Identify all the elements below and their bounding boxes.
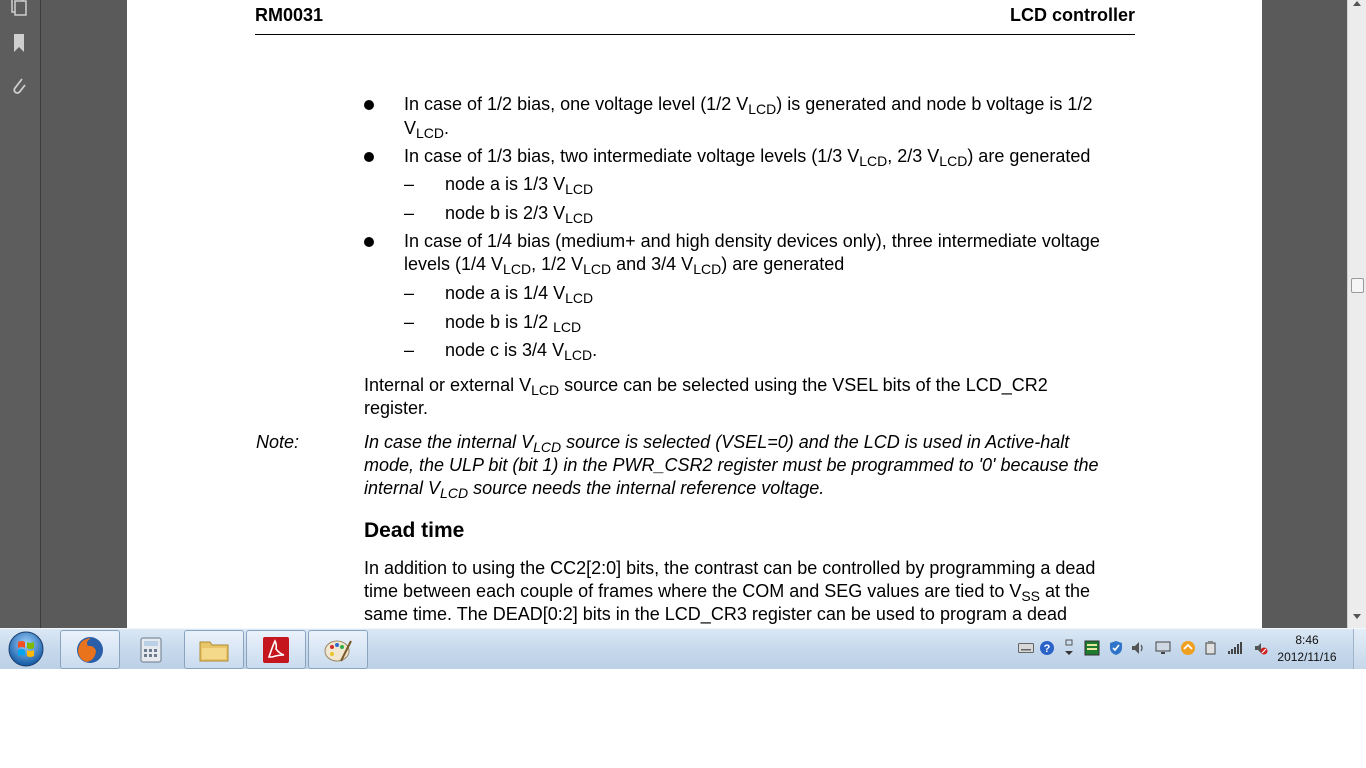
bullet-icon: [364, 100, 374, 110]
taskbar-paint-button[interactable]: [308, 630, 368, 669]
document-canvas[interactable]: [41, 0, 1348, 628]
network-signal-icon[interactable]: [1226, 639, 1244, 657]
header-section-title: LCD controller: [1009, 5, 1135, 25]
taskbar-adobe-reader-button[interactable]: [246, 630, 306, 669]
sub-item-node-a-third: node a is 1/3 $V_{LCD}$: [445, 174, 594, 197]
paragraph-dead-time-line-1: In addition to using the CC2[2:0] bits, the contrast can be controlled by programming a dead: [364, 558, 1096, 578]
clock-date: 2012/11/16: [1277, 650, 1337, 664]
note-line-2: mode, the ULP bit (bit 1) in the PWR_CSR2 register must be programmed to '0' because the: [364, 455, 1099, 475]
attachment-icon[interactable]: [8, 74, 30, 98]
taskbar: [0, 628, 1366, 669]
windows-orb-icon: [7, 630, 45, 668]
taskbar-calculator-button[interactable]: [121, 630, 181, 669]
keyboard-icon[interactable]: [1017, 639, 1035, 657]
dash-marker: –: [404, 340, 415, 360]
firefox-icon: [74, 634, 106, 666]
bookmark-icon[interactable]: [8, 31, 30, 55]
note-line-3: internal $V_{LCD}$ source needs the internal reference voltage.: [364, 478, 825, 501]
paragraph-vsel-line-2: register.: [364, 398, 429, 418]
note-line-1: In case the internal $V_{LCD}$ source is selected (VSEL=0) and the LCD is used in Active-halt: [364, 432, 1070, 455]
bullet-2-line-1: In case of 1/3 bias, two intermediate voltage levels (1/3 $V_{LCD}$, 2/3 $V_{LCD}$) are generated: [404, 146, 1091, 169]
scroll-thumb[interactable]: [1351, 278, 1364, 293]
sub-item-node-b-half: node b is 1/2 $_{LCD}$: [445, 312, 582, 335]
sub-item-node-c: node c is 3/4 $V_{LCD}$.: [445, 340, 598, 363]
paragraph-dead-time-line-2: time between each couple of frames where the COM and SEG values are tied to $V_{SS}$ at the: [364, 581, 1091, 604]
sub-item-node-a-quarter: node a is 1/4 $V_{LCD}$: [445, 283, 594, 306]
bullet-1-line-1: In case of 1/2 bias, one voltage level (1/2 $V_{LCD}$) is generated and node b voltage is 1/2: [404, 94, 1093, 117]
dash-marker: –: [404, 283, 415, 303]
bullet-icon: [364, 152, 374, 162]
header-rule: [255, 34, 1135, 35]
app-tray-icon[interactable]: [1083, 639, 1101, 657]
clock-time: 8:46: [1295, 633, 1319, 647]
section-heading-dead-time: Dead time: [364, 519, 465, 542]
dash-marker: –: [404, 312, 415, 332]
note-label: Note:: [256, 432, 300, 452]
navigation-pane: [0, 0, 41, 628]
scroll-up-icon[interactable]: [1351, 0, 1363, 10]
paragraph-vsel-line-1: Internal or external $V_{LCD}$ source can be selected using the VSEL bits of the LCD_CR2: [364, 375, 1048, 398]
taskbar-explorer-button[interactable]: [184, 630, 244, 669]
start-button[interactable]: [4, 630, 48, 668]
adobe-reader-icon: [261, 635, 291, 665]
svg-text:?: ?: [1043, 643, 1051, 655]
bullet-1-line-2: $V_{LCD}$.: [404, 118, 450, 141]
bullet-icon: [364, 237, 374, 247]
dash-marker: –: [404, 174, 415, 194]
vertical-scrollbar[interactable]: [1347, 0, 1366, 628]
volume-icon[interactable]: [1129, 639, 1147, 657]
header-doc-id: RM0031: [255, 5, 324, 25]
paint-palette-icon: [323, 635, 353, 665]
usb-device-icon[interactable]: [1202, 639, 1220, 657]
display-icon[interactable]: [1154, 639, 1172, 657]
sub-item-node-b-third: node b is 2/3 $V_{LCD}$: [445, 203, 594, 226]
dash-marker: –: [404, 203, 415, 223]
paragraph-dead-time-line-3: same time. The DEAD[0:2] bits in the LCD_CR3 register can be used to program a dead: [364, 604, 1068, 624]
pdf-page: [127, 0, 1262, 628]
taskbar-firefox-button[interactable]: [60, 630, 120, 669]
clock[interactable]: [1268, 632, 1346, 666]
calculator-icon: [138, 636, 164, 664]
show-hidden-icons-icon[interactable]: [1060, 639, 1078, 657]
folder-icon: [198, 636, 230, 664]
update-icon[interactable]: [1179, 639, 1197, 657]
bullet-3-line-1: In case of 1/4 bias (medium+ and high density devices only), three intermediate voltage: [404, 231, 1100, 251]
security-shield-icon[interactable]: [1107, 639, 1125, 657]
show-desktop-button[interactable]: [1353, 629, 1366, 669]
help-icon[interactable]: [1038, 639, 1056, 657]
scroll-down-icon[interactable]: [1351, 614, 1363, 624]
pages-icon[interactable]: [8, 0, 30, 18]
bullet-3-line-2: levels (1/4 $V_{LCD}$, 1/2 $V_{LCD}$ and 3/4 $V_{LCD}$) are generated: [404, 254, 845, 277]
power-status-icon[interactable]: [1251, 639, 1269, 657]
